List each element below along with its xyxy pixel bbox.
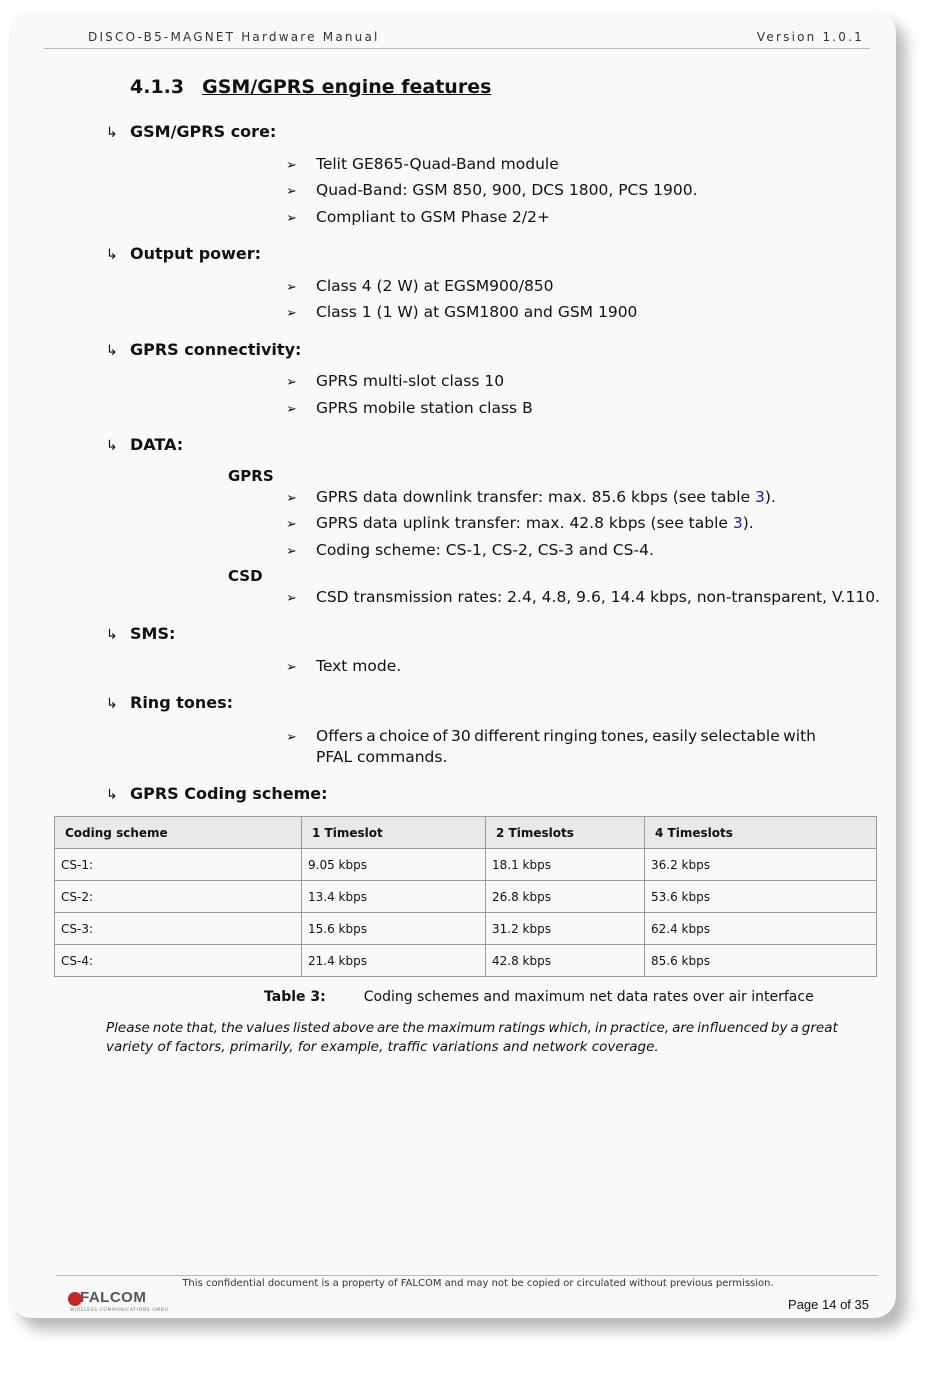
note-paragraph: [106, 1019, 838, 1057]
hooked-arrow-icon: ↳: [106, 125, 118, 141]
table-row: [55, 881, 877, 913]
list-item-text: Class 1 (1 W) at GSM1800 and GSM 1900: [316, 303, 638, 321]
note-line-1: [106, 1019, 838, 1038]
arrowhead-bullet-icon: ➢: [286, 517, 297, 532]
list-item: [286, 208, 550, 226]
hooked-arrow-icon: ↳: [106, 343, 118, 359]
table-reference-link[interactable]: 3: [755, 488, 765, 506]
heading-ring-tones: [106, 693, 233, 712]
list-item: [286, 277, 554, 295]
word: of: [432, 727, 448, 745]
word: the: [402, 1020, 425, 1036]
table-caption: [264, 989, 814, 1005]
list-item-tail: ).: [742, 514, 754, 532]
table-cell: 26.8 kbps: [486, 881, 645, 913]
table-cell: 42.8 kbps: [486, 945, 645, 977]
list-item-text: GPRS data downlink transfer: max. 85.6 kbps (see table: [316, 488, 756, 506]
word: great: [801, 1020, 838, 1036]
word: a: [366, 727, 376, 745]
word: by: [770, 1020, 788, 1036]
hooked-arrow-icon: ↳: [106, 787, 118, 803]
table-cell: 18.1 kbps: [486, 849, 645, 881]
word: which,: [548, 1020, 592, 1036]
word: note: [152, 1020, 184, 1036]
list-item-text: GPRS data uplink transfer: max. 42.8 kbps (see table: [316, 514, 733, 532]
list-item-text: Class 4 (2 W) at EGSM900/850: [316, 277, 554, 295]
word: ratings: [498, 1020, 546, 1036]
table-header-row: [55, 817, 877, 849]
word: easily: [652, 727, 698, 745]
hooked-arrow-icon: ↳: [106, 438, 118, 454]
hooked-arrow-icon: ↳: [106, 696, 118, 712]
list-item: [286, 488, 776, 506]
arrowhead-bullet-icon: ➢: [286, 211, 297, 226]
word: Offers: [316, 727, 363, 745]
list-item: [286, 181, 698, 199]
arrowhead-bullet-icon: ➢: [286, 280, 297, 295]
word: Please: [106, 1020, 150, 1036]
table-cell: CS-4:: [55, 945, 302, 977]
table-cell: 31.2 kbps: [486, 913, 645, 945]
list-item-text: Coding scheme: CS-1, CS-2, CS-3 and CS-4.: [316, 541, 654, 559]
word: in: [594, 1020, 608, 1036]
table-cell: 15.6 kbps: [302, 913, 486, 945]
table-cell: CS-2:: [55, 881, 302, 913]
table-row: [55, 849, 877, 881]
word: with: [783, 727, 816, 745]
list-item-text: GPRS multi-slot class 10: [316, 372, 505, 390]
arrowhead-bullet-icon: ➢: [286, 730, 297, 745]
table-row: [55, 945, 877, 977]
gprs-sublabel: GPRS: [228, 467, 274, 485]
arrowhead-bullet-icon: ➢: [286, 306, 297, 321]
word: a: [790, 1020, 799, 1036]
arrowhead-bullet-icon: ➢: [286, 491, 297, 506]
hooked-arrow-icon: ↳: [106, 627, 118, 643]
heading-sms-label: SMS:: [130, 624, 176, 643]
list-item-text: Quad-Band: GSM 850, 900, DCS 1800, PCS 1900.: [316, 181, 698, 199]
table-cell: 9.05 kbps: [302, 849, 486, 881]
word: tones,: [600, 727, 649, 745]
list-item-text: Telit GE865-Quad-Band module: [316, 155, 559, 173]
heading-data: [106, 435, 183, 454]
word: maximum: [427, 1020, 496, 1036]
table-cell: 21.4 kbps: [302, 945, 486, 977]
word: above: [332, 1020, 375, 1036]
list-item-text: Compliant to GSM Phase 2/2+: [316, 208, 550, 226]
word: 30: [450, 727, 471, 745]
table-header-cell: 1 Timeslot: [302, 817, 486, 849]
heading-sms: [106, 624, 175, 643]
heading-core: [106, 122, 276, 141]
list-item: [286, 726, 816, 768]
table-header-cell: Coding scheme: [55, 817, 302, 849]
table-row: [55, 913, 877, 945]
list-item: [286, 303, 637, 321]
list-item-text: CSD transmission rates: 2.4, 4.8, 9.6, 14.4 kbps, non-transparent, V.110.: [316, 588, 880, 606]
arrowhead-bullet-icon: ➢: [286, 375, 297, 390]
section-heading: GSM/GPRS engine features: [202, 76, 492, 98]
caption-label: Table 3:: [264, 989, 326, 1005]
list-item: [286, 399, 533, 417]
heading-power: [106, 244, 261, 263]
section-title: [130, 76, 491, 98]
note-line-2: variety of factors, primarily, for example, traffic variations and network coverage.: [106, 1039, 659, 1055]
list-item-text: GPRS mobile station class B: [316, 399, 533, 417]
word: that,: [186, 1020, 218, 1036]
table-header-cell: 4 Timeslots: [645, 817, 877, 849]
arrowhead-bullet-icon: ➢: [286, 544, 297, 559]
list-item-text: Text mode.: [316, 657, 402, 675]
word: ringing: [543, 727, 598, 745]
arrowhead-bullet-icon: ➢: [286, 184, 297, 199]
word: practice,: [610, 1020, 670, 1036]
ring-line-1: [286, 726, 816, 747]
header-left: DISCO-B5-MAGNET Hardware Manual: [88, 30, 380, 44]
heading-power-label: Output power:: [130, 244, 262, 263]
header-right: Version 1.0.1: [756, 30, 864, 44]
word: choice: [379, 727, 430, 745]
table-cell: CS-3:: [55, 913, 302, 945]
table-cell: 85.6 kbps: [645, 945, 877, 977]
table-cell: 62.4 kbps: [645, 913, 877, 945]
word: values: [246, 1020, 290, 1036]
csd-sublabel: CSD: [228, 567, 263, 585]
heading-gprs-connectivity: [106, 340, 301, 359]
list-item: [286, 514, 754, 532]
list-item: [286, 372, 504, 390]
word: influenced: [697, 1020, 768, 1036]
list-item-tail: ).: [764, 488, 776, 506]
table-reference-link[interactable]: 3: [732, 514, 743, 532]
coding-scheme-table: [54, 816, 877, 977]
table-cell: 13.4 kbps: [302, 881, 486, 913]
logo-tagline: WIRELESS COMMUNICATIONS GMBH: [70, 1308, 169, 1313]
heading-coding-scheme: [106, 784, 328, 803]
list-item: [286, 588, 880, 606]
arrowhead-bullet-icon: ➢: [286, 158, 297, 173]
table-cell: CS-1:: [55, 849, 302, 881]
word: different: [474, 727, 540, 745]
falcom-logo: [66, 1289, 176, 1317]
arrowhead-bullet-icon: ➢: [286, 591, 297, 606]
hooked-arrow-icon: ↳: [106, 247, 118, 263]
heading-ring-tones-label: Ring tones:: [130, 693, 234, 712]
footer-divider: [56, 1275, 878, 1276]
page-number: Page 14 of 35: [788, 1297, 869, 1312]
table-header-cell: 2 Timeslots: [486, 817, 645, 849]
arrowhead-bullet-icon: ➢: [286, 402, 297, 417]
word: selectable: [700, 727, 780, 745]
arrowhead-bullet-icon: ➢: [286, 660, 297, 675]
heading-gprs-connectivity-label: GPRS connectivity:: [130, 340, 302, 359]
heading-core-label: GSM/GPRS core:: [130, 122, 277, 141]
word: listed: [292, 1020, 330, 1036]
word: are: [672, 1020, 695, 1036]
word: are: [377, 1020, 400, 1036]
ring-line-2: PFAL commands.: [316, 748, 448, 766]
running-header: [44, 30, 870, 49]
table-cell: 36.2 kbps: [645, 849, 877, 881]
list-item: [286, 541, 654, 559]
word: the: [220, 1020, 244, 1036]
table-cell: 53.6 kbps: [645, 881, 877, 913]
logo-name: FALCOM: [80, 1289, 147, 1306]
heading-data-label: DATA:: [130, 435, 184, 454]
section-number: 4.1.3: [130, 76, 185, 98]
confidentiality-notice: This confidential document is a property of FALCOM and may not be copied or circulated without previous permission.: [182, 1278, 774, 1289]
heading-coding-scheme-label: GPRS Coding scheme:: [130, 784, 328, 803]
caption-text: Coding schemes and maximum net data rates over air interface: [363, 989, 814, 1005]
list-item: [286, 155, 559, 173]
page-sheet: [10, 10, 896, 1318]
list-item: [286, 657, 401, 675]
